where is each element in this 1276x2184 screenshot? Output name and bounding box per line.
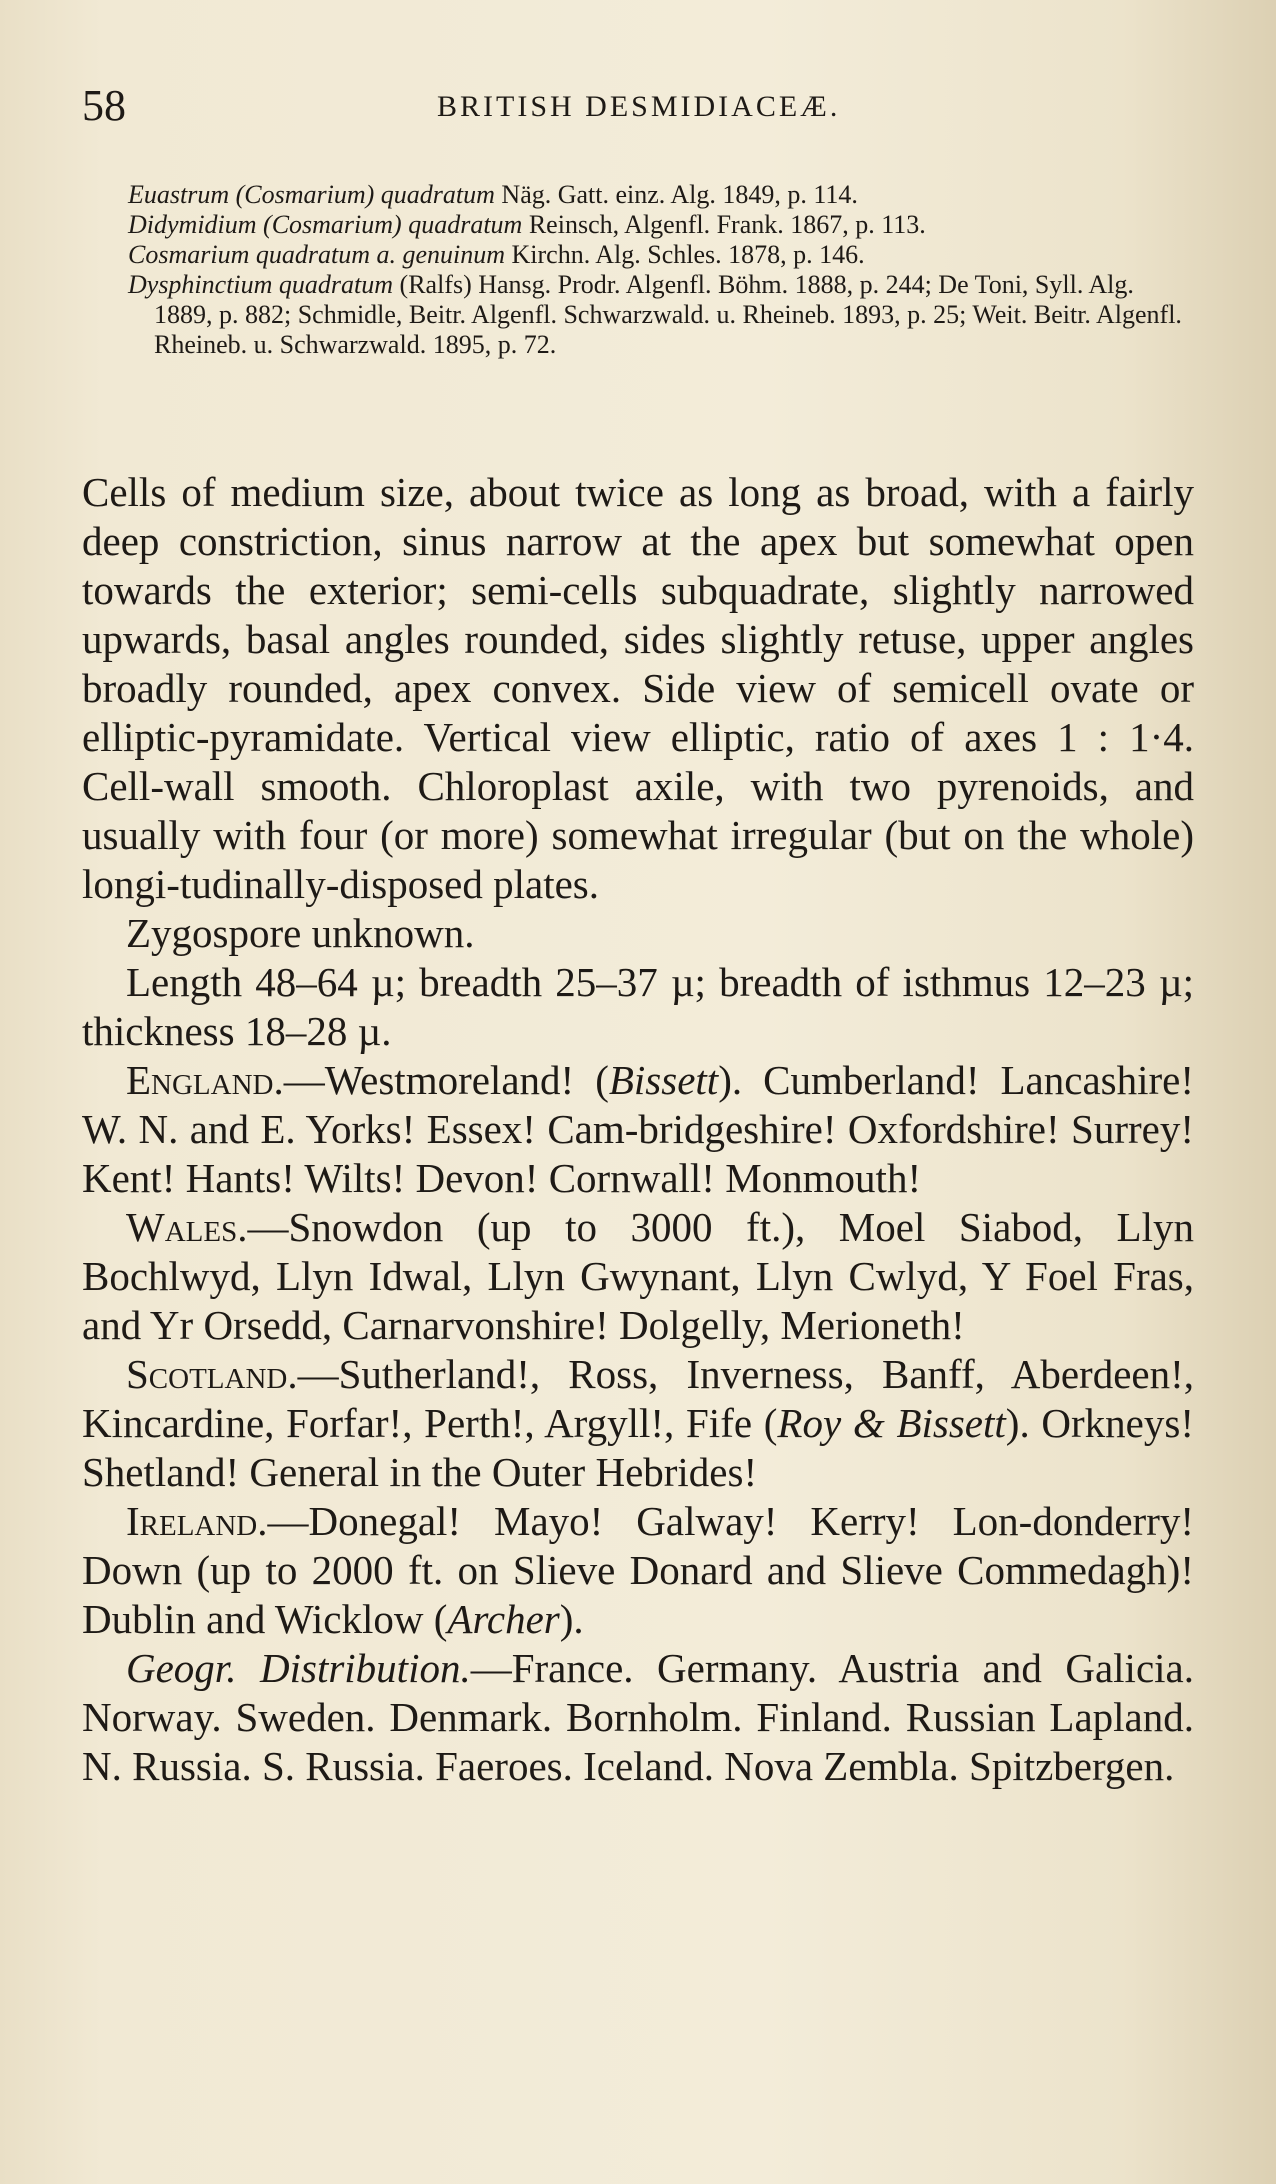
synonym-citation: Näg. Gatt. einz. Alg. 1849, p. 114.	[494, 180, 858, 209]
description-paragraph: Cells of medium size, about twice as long as broad, with a fairly deep constriction, sinus narrow at the apex but somewhat open towards the exterior; semi-cells subquadrate, slightly narrowed upwards, basal angles rounded, sides slightly retuse, upper angles broadly rounded, apex convex. Side view of semicell ovate or elliptic-pyramidate. Vertical view elliptic, ratio of axes 1 : 1·4. Cell-wall smooth. Chloroplast axile, with two pyrenoids, and usually with four (or more) somewhat irregular (but on the whole) longi-tudinally-disposed plates.	[82, 469, 1194, 907]
distribution-geographic	[82, 1644, 1194, 1791]
scotland-localities-a: —Sutherland!, Ross, Inverness, Banff, Aberdeen!, Kincardine, Forfar!, Perth!, Argyll!, Fife (	[82, 1351, 1194, 1446]
synonym-name: Euastrum (Cosmarium) quadratum	[128, 180, 495, 209]
zygospore-note: Zygospore unknown.	[126, 910, 475, 956]
scotland-collector: Roy & Bissett	[777, 1400, 1006, 1446]
england-localities-b: ). Cumberland! Lancashire! W. N. and E. Yorks! Essex! Cam-bridgeshire! Oxfordshire! Surrey! Kent! Hants! Wilts! Devon! Cornwall! Monmouth!	[82, 1057, 1194, 1201]
synonym-entry	[128, 270, 1194, 360]
distribution-ireland	[82, 1497, 1194, 1644]
ireland-localities-a: —Donegal! Mayo! Galway! Kerry! Lon-donderry! Down (up to 2000 ft. on Slieve Donard and Slieve Commedagh)! Dublin and Wicklow (	[82, 1498, 1194, 1642]
distribution-wales	[82, 1203, 1194, 1350]
region-label-england: England.	[126, 1057, 284, 1103]
synonym-citation: (Ralfs) Hansg. Prodr. Algenfl. Böhm. 1888, p. 244; De Toni, Syll. Alg. 1889, p. 882; Schmidle, Beitr. Algenfl. Schwarzwald. u. Rheineb. 1893, p. 25; Weit. Beitr. Algenfl. Rheineb. u. Schwarzwald. 1895, p. 72.	[154, 270, 1182, 359]
synonymy-list	[128, 180, 1194, 360]
distribution-england	[82, 1056, 1194, 1203]
synonym-entry	[128, 210, 1194, 240]
synonym-entry	[128, 180, 1194, 210]
synonym-name: Dysphinctium quadratum	[128, 270, 394, 299]
distribution-scotland	[82, 1350, 1194, 1497]
species-description	[82, 468, 1194, 1791]
england-localities-a: —Westmoreland! (	[283, 1057, 609, 1103]
page-header	[82, 80, 1192, 130]
synonym-name: Didymidium (Cosmarium) quadratum	[128, 210, 523, 239]
geographic-localities: —France. Germany. Austria and Galicia. Norway. Sweden. Denmark. Bornholm. Finland. Russian Lapland. N. Russia. S. Russia. Faeroes. Iceland. Nova Zembla. Spitzbergen.	[82, 1645, 1194, 1789]
england-collector: Bissett	[608, 1057, 719, 1103]
synonym-citation: Kirchn. Alg. Schles. 1878, p. 146.	[505, 240, 865, 269]
ireland-collector: Archer	[447, 1596, 560, 1642]
synonym-citation: Reinsch, Algenfl. Frank. 1867, p. 113.	[522, 210, 926, 239]
region-label-scotland: Scotland.	[126, 1351, 298, 1397]
ireland-localities-b: ).	[559, 1596, 584, 1642]
page-number: 58	[82, 81, 126, 130]
running-head: BRITISH DESMIDIACEÆ.	[437, 90, 841, 123]
wales-localities: —Snowdon (up to 3000 ft.), Moel Siabod, Llyn Bochlwyd, Llyn Idwal, Llyn Gwynant, Llyn Cwlyd, Y Foel Fras, and Yr Orsedd, Carnarvonshire! Dolgelly, Merioneth!	[82, 1204, 1194, 1348]
region-label-geographic: Geogr. Distribution.	[126, 1645, 471, 1691]
synonym-name: Cosmarium quadratum a. genuinum	[128, 240, 506, 269]
dimensions-paragraph: Length 48–64 µ; breadth 25–37 µ; breadth of isthmus 12–23 µ; thickness 18–28 µ.	[82, 959, 1194, 1054]
synonym-entry	[128, 240, 1194, 270]
region-label-wales: Wales.	[126, 1204, 248, 1250]
scotland-localities-b: ). Orkneys! Shetland! General in the Outer Hebrides!	[82, 1400, 1194, 1495]
region-label-ireland: Ireland.	[126, 1498, 268, 1544]
